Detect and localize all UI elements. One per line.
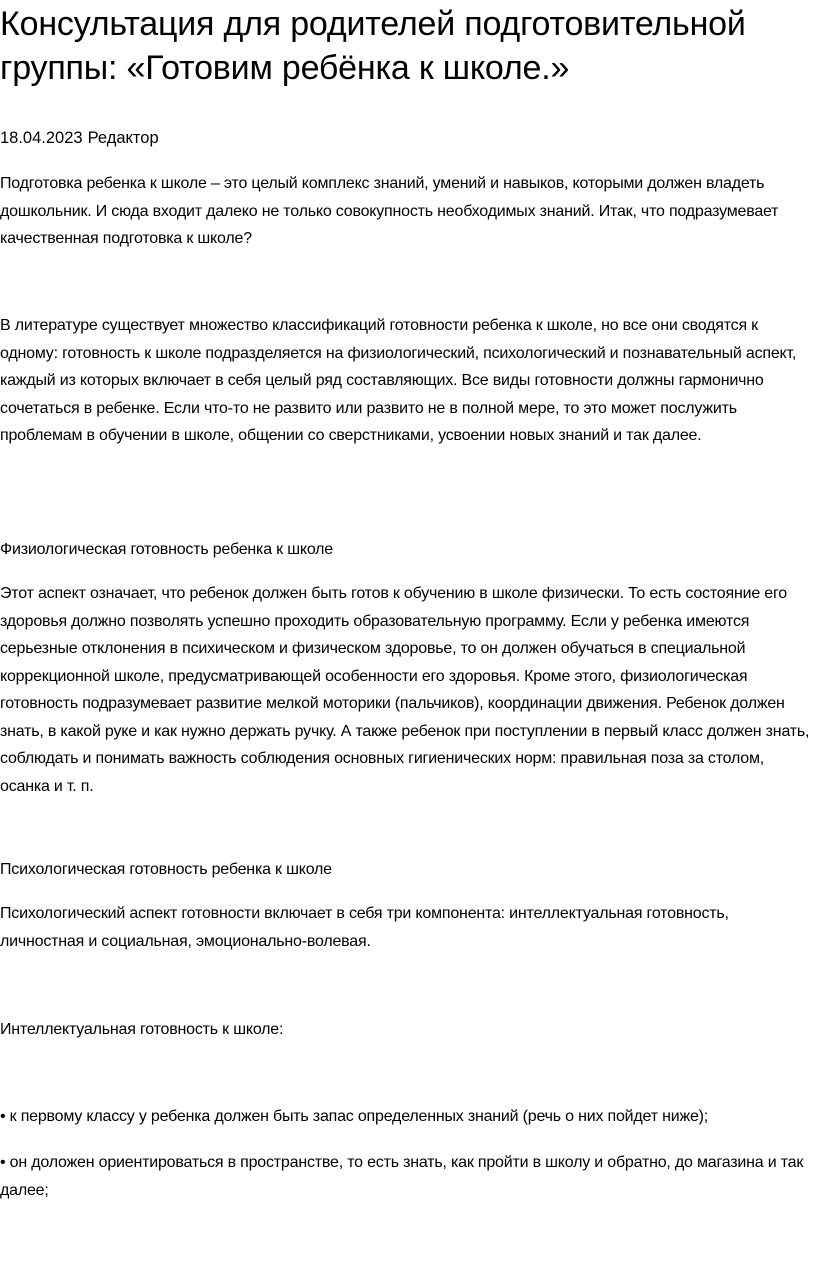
physiological-heading: Физиологическая готовность ребенка к школе bbox=[0, 541, 333, 558]
publish-date: 18.04.2023 bbox=[0, 129, 83, 147]
bullet-item: • он доложен ориентироваться в пространстве, то есть знать, как пройти в школу и обратно, до магазина и так далее; bbox=[0, 1154, 804, 1199]
psychological-heading: Психологическая готовность ребенка к школе bbox=[0, 861, 332, 878]
article-meta bbox=[0, 126, 159, 150]
classification-paragraph: В литературе существует множество классификаций готовности ребенка к школе, но все они сводятся к одному: готовность к школе подразделяется на физиологический, психологический и познавательный аспект, каждый из которых включает в себя целый ряд составляющих. Все виды готовности должны гармонично сочетаться в ребенке. Если что-то не развито или развито не в полной мере, то это может послужить проблемам в обучении в школе, общении со сверстниками, усвоении новых знаний и так далее. bbox=[0, 317, 797, 444]
intro-paragraph: Подготовка ребенка к школе – это целый комплекс знаний, умений и навыков, которыми должен владеть дошкольник. И сюда входит далеко не только совокупность необходимых знаний. Итак, что подразумевает качественная подготовка к школе? bbox=[0, 175, 779, 247]
article-title: Консультация для родителей подготовительной группы: «Готовим ребёнка к школе.» bbox=[0, 5, 746, 87]
author-name: Редактор bbox=[87, 129, 159, 147]
psychological-paragraph: Психологический аспект готовности включает в себя три компонента: интеллектуальная готовность, личностная и социальная, эмоционально-волевая. bbox=[0, 905, 729, 950]
physiological-paragraph: Этот аспект означает, что ребенок должен быть готов к обучению в школе физически. То есть состояние его здоровья должно позволять успешно проходить образовательную программу. Если у ребенка имеются серьезные отклонения в психическом и физическом здоровье, то он должен обучаться в специальной коррекционной школе, предусматривающей особенности его здоровья. Кроме этого, физиологическая готовность подразумевает развитие мелкой моторики (пальчиков), координации движения. Ребенок должен знать, в какой руке и как нужно держать ручку. А также ребенок при поступлении в первый класс должен знать, соблюдать и понимать важность соблюдения основных гигиенических норм: правильная поза за столом, осанка и т. п. bbox=[0, 585, 810, 795]
intellectual-heading: Интеллектуальная готовность к школе: bbox=[0, 1021, 284, 1038]
bullet-item: • к первому классу у ребенка должен быть запас определенных знаний (речь о них пойдет ниже); bbox=[0, 1108, 709, 1125]
